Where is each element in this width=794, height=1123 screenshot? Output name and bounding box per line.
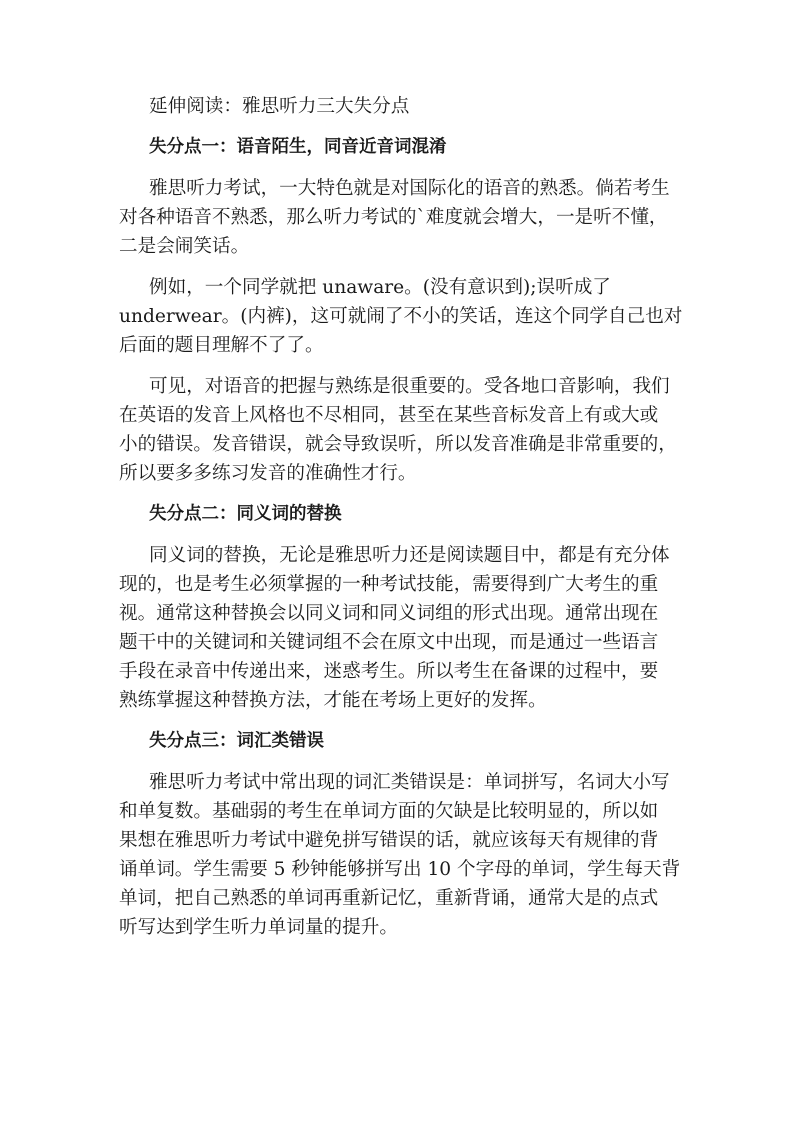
- section1-paragraph-3: [119, 372, 679, 488]
- paragraph-line: 单词，把自己熟悉的单词再重新记忆，重新背诵，通常大是的点式: [119, 888, 659, 909]
- section1-paragraph-2: [119, 273, 683, 360]
- paragraph-line: 题干中的关键词和关键词组不会在原文中出现，而是通过一些语言: [119, 632, 659, 653]
- paragraph-line: 对各种语音不熟悉，那么听力考试的`难度就会增大，一是听不懂，: [119, 207, 668, 228]
- paragraph-line: 诵单词。学生需要 5 秒钟能够拼写出 10 个字母的单词，学生每天背: [119, 859, 681, 880]
- paragraph-line: 例如，一个同学就把 unaware。(没有意识到);误听成了: [149, 277, 611, 298]
- section2-heading: 失分点二：同义词的替换: [149, 504, 342, 524]
- paragraph-line: 在英语的发音上风格也不尽相同，甚至在某些音标发音上有或大或: [119, 405, 659, 426]
- paragraph-line: 可见，对语音的把握与熟练是很重要的。受各地口音影响，我们: [149, 376, 670, 397]
- paragraph-line: underwear。(内裤)，这可就闹了不小的笑话，连这个同学自己也对: [119, 306, 683, 327]
- paragraph-line: 和单复数。基础弱的考生在单词方面的欠缺是比较明显的，所以如: [119, 801, 659, 822]
- paragraph-line: 熟练掌握这种替换方法，才能在考场上更好的发挥。: [119, 690, 547, 711]
- section3-paragraph-1: [119, 768, 679, 942]
- paragraph-line: 视。通常这种替换会以同义词和同义词组的形式出现。通常出现在: [119, 603, 659, 624]
- paragraph-line: 同义词的替换，无论是雅思听力还是阅读题目中，都是有充分体: [149, 545, 670, 566]
- section1-heading: 失分点一：语音陌生，同音近音词混淆: [149, 137, 447, 157]
- paragraph-line: 听写达到学生听力单词量的提升。: [119, 917, 398, 938]
- paragraph-line: 果想在雅思听力考试中避免拼写错误的话，就应该每天有规律的背: [119, 830, 659, 851]
- intro-title: 延伸阅读：雅思听力三大失分点: [149, 96, 410, 117]
- section2-paragraph-1: [119, 541, 679, 715]
- paragraph-line: 雅思听力考试中常出现的词汇类错误是：单词拼写，名词大小写: [149, 772, 670, 793]
- paragraph-line: 雅思听力考试，一大特色就是对国际化的语音的熟悉。倘若考生: [149, 178, 670, 199]
- paragraph-line: 手段在录音中传递出来，迷惑考生。所以考生在备课的过程中，要: [119, 661, 659, 682]
- section3-heading: 失分点三：词汇类错误: [149, 731, 324, 751]
- paragraph-line: 所以要多多练习发音的准确性才行。: [119, 463, 417, 484]
- section1-paragraph-1: [119, 174, 679, 261]
- paragraph-line: 现的，也是考生必须掌握的一种考试技能，需要得到广大考生的重: [119, 574, 659, 595]
- paragraph-line: 后面的题目理解不了了。: [119, 335, 324, 356]
- paragraph-line: 小的错误。发音错误，就会导致误听，所以发音准确是非常重要的，: [119, 434, 677, 455]
- paragraph-line: 二是会闹笑话。: [119, 236, 250, 257]
- document-page: [119, 92, 683, 954]
